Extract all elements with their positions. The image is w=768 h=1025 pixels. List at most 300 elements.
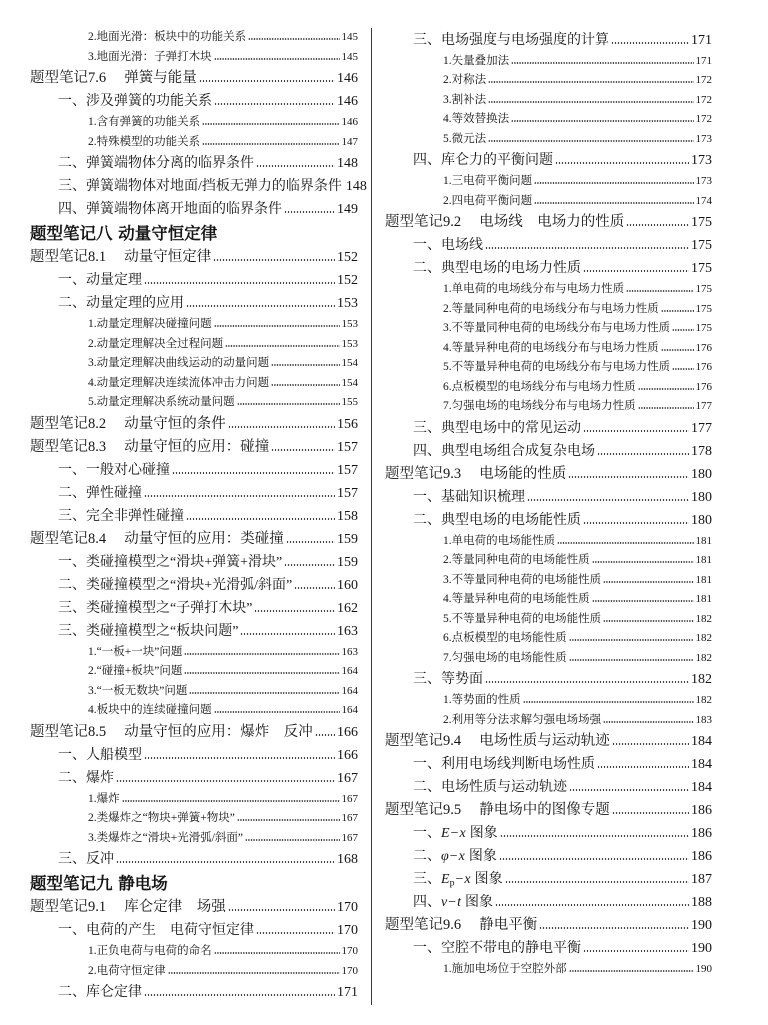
dot-leader [116, 780, 335, 782]
dot-leader [661, 349, 694, 351]
toc-note [385, 799, 712, 822]
dot-leader [254, 610, 335, 612]
dot-leader [534, 182, 693, 184]
entry-title: 3.不等量同种电荷的电场线分布与电场力性质 [443, 322, 671, 334]
math-prefix: 二、 [413, 849, 441, 864]
toc-item [385, 319, 712, 339]
entry-title: 6.点板模型的电场能性质 [443, 632, 567, 644]
entry-title: 5.不等量异种电荷的电场线分布与电场力性质 [443, 361, 671, 373]
dot-leader [511, 62, 693, 64]
toc-item [385, 71, 712, 91]
entry-title: 一、涉及弹簧的功能关系 [58, 94, 212, 109]
math-var: E [441, 872, 450, 887]
dot-leader [248, 38, 339, 40]
entry-title: 4.动量定理解决连续流体冲击力问题 [88, 376, 270, 389]
dot-leader [527, 499, 689, 501]
math-suffix: 图象 [474, 872, 503, 887]
toc-item [385, 358, 712, 378]
toc-section [30, 981, 358, 1004]
entry-title: 2.动量定理解决全过程问题 [88, 337, 224, 350]
dot-leader [228, 426, 335, 428]
dot-leader [583, 270, 689, 272]
math-arg: t [457, 895, 462, 910]
page-number: 157 [337, 462, 358, 478]
entry-title: 三、电场强度与电场强度的计算 [413, 32, 609, 48]
entry-title: 7.匀强电场的电场能性质 [443, 651, 567, 664]
toc-section [30, 482, 358, 505]
entry-title: 1.施加电场位于空腔外部 [443, 963, 567, 975]
dot-leader [626, 224, 689, 226]
page-number: 170 [341, 964, 358, 977]
toc-item [30, 393, 358, 413]
dot-leader [672, 329, 693, 331]
toc-item [30, 701, 358, 721]
page-number: 175 [695, 322, 712, 334]
entry-title: 三、完全非弹性碰撞 [58, 508, 184, 524]
entry-title: 1.单电荷的电场线分布与电场力性质 [443, 283, 625, 295]
toc-item [385, 172, 712, 192]
toc-section [385, 486, 712, 509]
entry-title: 题型笔记9.1 库仑定律 场强 [30, 899, 226, 915]
dot-leader [294, 587, 335, 589]
toc-section [385, 149, 712, 172]
entry-title: 一、空腔不带电的静电平衡 [413, 941, 581, 956]
entry-title: 二、动量定理的应用 [58, 296, 184, 311]
math-var: φ [441, 849, 449, 864]
page-number: 166 [337, 747, 358, 763]
dot-leader [488, 140, 693, 142]
page-number: 157 [337, 485, 358, 501]
entry-title: 4.板块中的连续碰撞问题 [88, 704, 212, 716]
toc-item [385, 397, 712, 417]
page-number: 158 [337, 508, 358, 524]
page-number: 182 [695, 651, 712, 664]
entry-title: 四、典型电场组合成复杂电场 [413, 443, 595, 459]
dot-leader [202, 123, 339, 125]
page-number: 145 [341, 31, 358, 43]
page-number: 153 [341, 337, 358, 350]
dot-leader [213, 259, 335, 261]
dot-leader [214, 952, 340, 954]
entry-title: 2.地面光滑：板块中的功能关系 [88, 31, 247, 43]
dot-leader [583, 950, 689, 952]
toc-item [385, 629, 712, 649]
dot-leader [199, 80, 335, 82]
entry-title: 5.不等量异种电荷的电场能性质 [443, 612, 602, 625]
entry-title: 2.类爆炸之“物块+弹簧+物块” [88, 812, 235, 824]
dot-leader [597, 453, 689, 455]
dot-leader [638, 407, 694, 409]
toc-section [30, 90, 358, 113]
math-sub: p [449, 877, 455, 889]
page-number: 148 [345, 179, 367, 194]
entry-title: 1.三电荷平衡问题 [443, 175, 533, 187]
dot-leader [202, 143, 339, 145]
dot-leader [626, 290, 693, 292]
entry-title: 2.等量同种电荷的电场线分布与电场力性质 [443, 302, 659, 315]
toc-section [385, 937, 712, 960]
page-number: 147 [341, 135, 358, 148]
toc-item [30, 829, 358, 849]
page-number: 180 [691, 512, 712, 528]
page-number: 190 [691, 918, 712, 933]
page-number: 175 [695, 302, 712, 315]
toc-section [30, 551, 358, 574]
toc-item [30, 354, 358, 374]
dot-leader [286, 541, 335, 543]
dot-leader [592, 600, 694, 602]
entry-title: 4.等量异种电荷的电场能性质 [443, 593, 590, 605]
math-arg: x [458, 849, 465, 864]
dot-leader [534, 202, 693, 204]
toc-section [30, 269, 358, 292]
page-number: 184 [691, 780, 712, 795]
page-number: 182 [695, 612, 712, 625]
toc-note [385, 730, 712, 753]
page-number: 170 [337, 923, 358, 938]
toc-item [30, 374, 358, 394]
page-number: 183 [695, 713, 712, 726]
toc-note [30, 246, 358, 269]
toc-item [385, 192, 712, 212]
entry-title: 三、弹簧端物体对地面/挡板无弹力的临界条件 [58, 179, 342, 194]
page-number: 167 [341, 812, 358, 824]
dot-leader [488, 81, 693, 83]
entry-title: 7.匀强电场的电场线分布与电场力性质 [443, 400, 636, 412]
page-number: 171 [695, 54, 712, 67]
page-number: 175 [695, 283, 712, 295]
toc-item [385, 532, 712, 552]
page-number: 146 [337, 94, 358, 109]
toc-note [385, 463, 712, 486]
math-op: − [455, 872, 464, 887]
page-number: 181 [695, 534, 712, 547]
page-number: 172 [695, 74, 712, 86]
page-number: 175 [691, 238, 712, 253]
page-number: 180 [691, 466, 712, 482]
math-op: − [448, 895, 457, 910]
dot-leader [144, 282, 335, 284]
dot-leader [315, 734, 335, 736]
dot-leader [237, 403, 340, 405]
page-number: 156 [337, 416, 358, 432]
math-op: − [450, 826, 459, 841]
page-number: 146 [341, 116, 358, 128]
page-number: 182 [691, 672, 712, 687]
page-number: 171 [337, 985, 358, 1000]
entry-title [413, 822, 498, 845]
entry-title: 一、电荷的产生 电荷守恒定律 [58, 923, 254, 938]
dot-leader [495, 904, 689, 906]
toc-section [30, 505, 358, 528]
page-number: 180 [691, 489, 712, 505]
page-number: 153 [337, 296, 358, 311]
entry-title: 一、类碰撞模型之“滑块+弹簧+滑块” [58, 554, 283, 570]
math-prefix: 四、 [413, 895, 441, 910]
toc-item [385, 91, 712, 111]
dot-leader [214, 103, 335, 105]
dot-leader [284, 211, 335, 213]
entry-title: 题型笔记8.2 动量守恒的条件 [30, 415, 226, 432]
page-number: 164 [341, 704, 358, 716]
dot-leader [144, 757, 335, 759]
toc-section [30, 198, 358, 221]
toc-note [30, 721, 358, 744]
dot-leader [172, 472, 335, 474]
page-number: 159 [337, 531, 358, 547]
page-number: 175 [691, 261, 712, 276]
toc-column-left [30, 28, 367, 1004]
dot-leader [271, 364, 339, 366]
dot-leader [116, 861, 335, 863]
math-suffix: 图象 [465, 895, 494, 910]
math-suffix: 图象 [469, 826, 498, 841]
math-prefix: 三、 [413, 872, 441, 887]
math-var: v [441, 895, 448, 910]
dot-leader [672, 368, 693, 370]
entry-title: 1.矢量叠加法 [443, 54, 510, 67]
dot-leader [583, 430, 689, 432]
entry-title: 3.动量定理解决曲线运动的动量问题 [88, 357, 270, 369]
dot-leader [214, 58, 340, 60]
dot-leader [612, 812, 689, 814]
column-divider [371, 28, 372, 1005]
page-number: 167 [341, 792, 358, 805]
page-number: 160 [337, 577, 358, 593]
dot-leader [184, 672, 339, 674]
toc-item [385, 52, 712, 72]
page-number: 170 [341, 945, 358, 957]
entry-title: 一、利用电场线判断电场性质 [413, 757, 595, 772]
entry-title: 四、库仑力的平衡问题 [413, 153, 553, 168]
toc-section [30, 292, 358, 315]
dot-leader [568, 476, 689, 478]
toc-item [385, 110, 712, 130]
dot-leader [256, 932, 335, 934]
entry-title: 题型笔记9.6 静电平衡 [385, 917, 538, 933]
toc-section [30, 767, 358, 790]
entry-title: 6.点板模型的电场线分布与电场力性质 [443, 380, 636, 393]
toc-section [385, 845, 712, 868]
toc-section [30, 597, 358, 620]
dot-leader [168, 972, 340, 974]
page-number: 181 [695, 554, 712, 566]
dot-leader [144, 495, 335, 497]
page-number: 167 [337, 770, 358, 786]
entry-title: 三、类碰撞模型之“子弹打木块” [58, 600, 253, 616]
dot-leader [214, 325, 340, 327]
entry-title: 3.“一板无数块”问题 [88, 684, 188, 697]
entry-title: 1.动量定理解决碰撞问题 [88, 318, 212, 330]
toc-section [385, 891, 712, 914]
dot-leader [500, 835, 689, 837]
page-number: 190 [695, 963, 712, 975]
toc-section [385, 509, 712, 532]
dot-leader [284, 564, 335, 566]
dot-leader [225, 345, 339, 347]
page-number: 164 [341, 665, 358, 677]
toc-item [385, 711, 712, 731]
dot-leader [583, 522, 689, 524]
page-number: 173 [691, 153, 712, 168]
page-number: 145 [341, 50, 358, 63]
toc-item [30, 48, 358, 68]
toc-item [30, 682, 358, 702]
entry-title: 题型笔记9.2 电场线 电场力的性质 [385, 214, 625, 230]
entry-title: 一、人船模型 [58, 747, 142, 763]
page-number: 176 [695, 341, 712, 354]
entry-title: 1.爆炸 [88, 792, 120, 805]
toc-section [30, 620, 358, 643]
page-number: 178 [691, 443, 712, 459]
entry-title: 3.地面光滑：子弹打木块 [88, 50, 212, 63]
entry-title: 二、电场性质与运动轨迹 [413, 780, 567, 795]
entry-title: 二、弹簧端物体分离的临界条件 [58, 156, 254, 171]
toc-note [30, 67, 358, 90]
toc-section [30, 848, 358, 871]
toc-section [385, 257, 712, 280]
entry-title: 5.微元法 [443, 132, 487, 145]
toc-item [385, 378, 712, 398]
entry-title: 一、动量定理 [58, 273, 142, 288]
toc-item [385, 280, 712, 300]
page-number: 163 [341, 645, 358, 658]
dot-leader [661, 310, 694, 312]
dot-leader [189, 692, 339, 694]
page-number: 154 [341, 357, 358, 369]
page-number: 184 [691, 734, 712, 749]
page-number: 182 [695, 694, 712, 706]
page-number: 170 [337, 900, 358, 915]
entry-title [413, 891, 493, 914]
entry-title: 三、类碰撞模型之“板块问题” [58, 623, 239, 639]
toc-note [30, 413, 358, 436]
toc-note [30, 896, 358, 919]
entry-title: 二、弹性碰撞 [58, 485, 142, 501]
dot-leader [603, 620, 693, 622]
dot-leader [539, 927, 689, 929]
toc-section [385, 417, 712, 440]
dot-leader [214, 711, 340, 713]
entry-title: 一、电场线 [413, 238, 483, 253]
entry-title: 二、库仑定律 [58, 985, 142, 1000]
dot-leader [186, 305, 335, 307]
entry-title: 题型笔记八 动量守恒定律 [30, 224, 218, 243]
entry-title: 二、典型电场的电场力性质 [413, 261, 581, 276]
entry-title: 四、弹簧端物体离开地面的临界条件 [58, 202, 282, 217]
page-number: 153 [341, 318, 358, 330]
toc-item [385, 551, 712, 571]
entry-title: 三、反冲 [58, 852, 114, 867]
chapter-heading [30, 871, 358, 896]
dot-leader [505, 881, 689, 883]
toc-item [385, 339, 712, 359]
entry-title: 二、典型电场的电场能性质 [413, 512, 581, 528]
page-number: 155 [341, 396, 358, 408]
dot-leader [611, 42, 689, 44]
dot-leader [237, 819, 340, 821]
page-number: 168 [337, 852, 358, 867]
toc-note [30, 528, 358, 551]
entry-title: 1.等势面的性质 [443, 694, 521, 706]
math-arg: x [464, 872, 471, 887]
entry-title: 2.电荷守恒定律 [88, 964, 166, 977]
page-number: 173 [695, 132, 712, 145]
page-number: 146 [337, 71, 358, 86]
toc-column-right [385, 29, 712, 980]
entry-title: 1.含有弹簧的功能关系 [88, 116, 201, 128]
dot-leader [485, 681, 689, 683]
toc-item [30, 662, 358, 682]
page-number: 166 [337, 724, 358, 740]
toc-section [385, 234, 712, 257]
toc-section [385, 868, 712, 891]
math-var: E [441, 826, 450, 841]
dot-leader [612, 743, 689, 745]
entry-title: 1.单电荷的电场能性质 [443, 534, 556, 547]
math-suffix: 图象 [468, 849, 497, 864]
toc-section [385, 440, 712, 463]
entry-title: 题型笔记9.4 电场性质与运动轨迹 [385, 733, 610, 749]
dot-leader [271, 384, 339, 386]
page-number: 176 [695, 361, 712, 373]
toc-section [385, 753, 712, 776]
toc-item [385, 960, 712, 980]
page-number: 184 [691, 757, 712, 772]
page-number: 152 [337, 250, 358, 265]
entry-title: 3.类爆炸之“滑块+光滑弧/斜面” [88, 831, 244, 844]
toc-item [385, 300, 712, 320]
dot-leader [271, 449, 335, 451]
page-number: 162 [337, 600, 358, 616]
dot-leader [256, 165, 335, 167]
page-number: 173 [695, 175, 712, 187]
chapter-heading [30, 221, 358, 246]
toc-item [30, 113, 358, 133]
toc-section [30, 152, 358, 175]
dot-leader [499, 858, 689, 860]
page-number: 182 [695, 632, 712, 644]
toc-item [30, 133, 358, 153]
dot-leader [245, 839, 339, 841]
toc-section [30, 574, 358, 597]
toc-item [30, 643, 358, 663]
page-number: 148 [337, 156, 358, 171]
entry-title: 题型笔记8.3 动量守恒的应用：碰撞 [30, 438, 270, 455]
dot-leader [592, 561, 694, 563]
entry-title: 二、爆炸 [58, 770, 114, 786]
page-number: 181 [695, 593, 712, 605]
entry-title: 题型笔记8.1 动量守恒定律 [30, 249, 212, 265]
page-number: 174 [695, 194, 712, 207]
page-number: 172 [695, 113, 712, 125]
toc-section [30, 744, 358, 767]
entry-title: 题型笔记9.5 静电场中的图像专题 [385, 802, 610, 818]
page-number: 190 [691, 941, 712, 956]
toc-item [30, 962, 358, 982]
dot-leader [523, 701, 694, 703]
toc-item [385, 610, 712, 630]
dot-leader [144, 994, 335, 996]
page-number: 154 [341, 376, 358, 389]
page-number: 157 [337, 439, 358, 455]
dot-leader [488, 101, 693, 103]
toc-section [30, 175, 367, 198]
toc-section [385, 776, 712, 799]
dot-leader [569, 970, 694, 972]
dot-leader [603, 581, 693, 583]
toc-item [385, 130, 712, 150]
